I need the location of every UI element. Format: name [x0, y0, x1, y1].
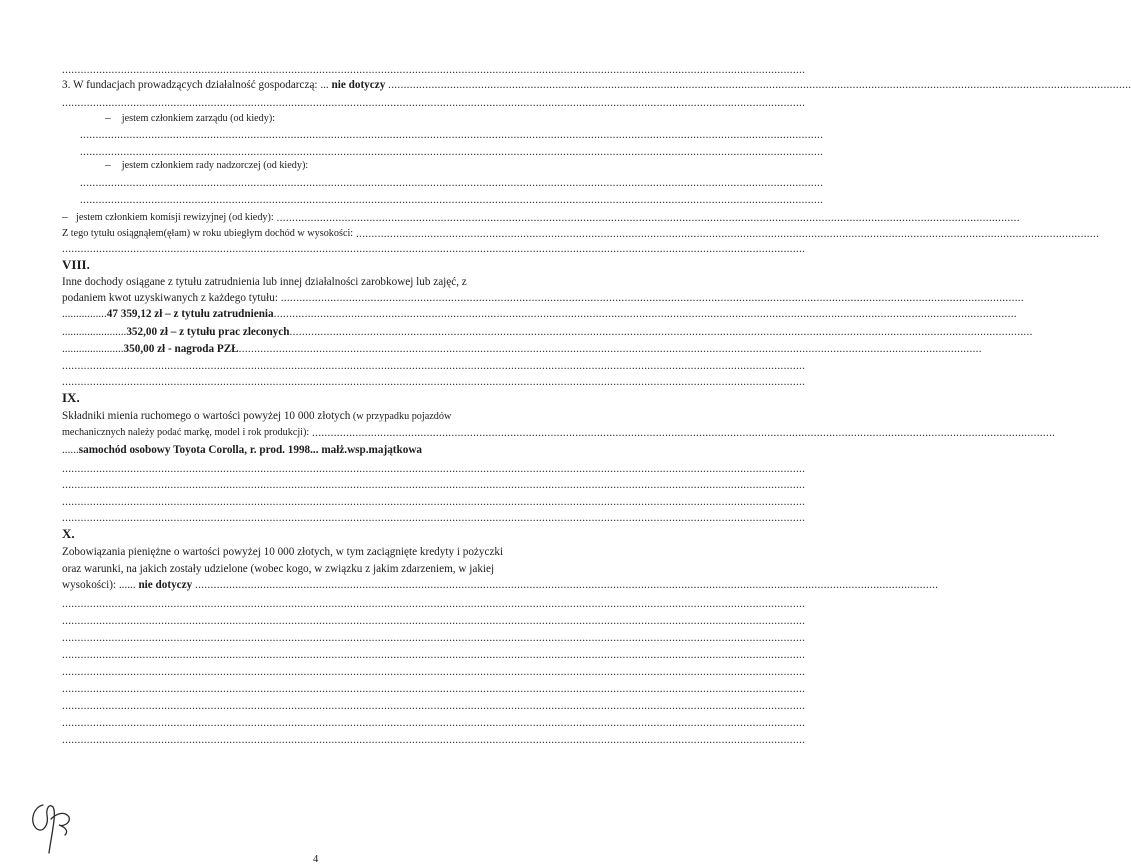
dotted-line: ................................................................................................................................................................................................................................................ — [80, 129, 824, 141]
dotted-line: ................................................................................................................................................................................................................................................ — [62, 632, 806, 644]
ix-line-1 — [62, 409, 451, 424]
rada-line — [105, 158, 308, 173]
x-line-3 — [62, 578, 939, 592]
dotted-line: ................................................................................................................................................................................................................................................ — [62, 376, 806, 388]
dotted-line: ................................................................................................................................................................................................................................................ — [62, 463, 806, 475]
dotted-fill: ................................................................................................................................................................................................................................................ — [238, 343, 982, 355]
vehicle-lead: ...... — [62, 444, 79, 456]
dotted-line: ................................................................................................................................................................................................................................................ — [62, 97, 806, 109]
dotted-fill: ................................................................................................................................................................................................................................................ — [195, 579, 939, 591]
income-item — [62, 325, 1033, 339]
section-ix-heading: IX. — [62, 390, 80, 405]
viii-line-1: Inne dochody osiągane z tytułu zatrudnienia lub innej działalności zarobkowej lub zajęć, z — [62, 276, 467, 288]
section-3-text: 3. W fundacjach prowadzących działalność gospodarczą: ... — [62, 79, 329, 91]
dotted-line: ................................................................................................................................................................................................................................................ — [62, 64, 806, 76]
dotted-fill: ................................................................................................................................................................................................................................................ — [276, 212, 1020, 224]
dotted-line: ................................................................................................................................................................................................................................................ — [62, 243, 806, 255]
dotted-line: ................................................................................................................................................................................................................................................ — [80, 177, 824, 189]
dash-mark: – — [62, 211, 68, 223]
dash-mark: – — [105, 112, 111, 124]
income-value: 352,00 zł – z tytułu prac zleconych — [126, 326, 290, 338]
section-viii-heading: VIII. — [62, 257, 90, 272]
section-3-value: nie dotyczy — [331, 79, 386, 91]
income-lead: ....................... — [62, 326, 127, 338]
zarzad-label: jestem członkiem zarządu (od kiedy): — [121, 113, 276, 124]
ix-line-1-small: (w przypadku pojazdów — [350, 411, 452, 422]
dochod-line — [62, 226, 1100, 241]
komisja-line — [62, 210, 1020, 225]
dotted-line: ................................................................................................................................................................................................................................................ — [62, 598, 806, 610]
viii-line-2-text: podaniem kwot uzyskiwanych z każdego tytułu: — [62, 292, 278, 304]
income-item — [62, 307, 1017, 321]
income-item — [62, 342, 982, 356]
x-line-1: Zobowiązania pieniężne o wartości powyżej 10 000 złotych, w tym zaciągnięte kredyty i pożyczki — [62, 546, 504, 558]
vehicle-item — [62, 443, 422, 457]
zarzad-line — [105, 111, 275, 126]
viii-line-2 — [62, 291, 1024, 305]
dash-mark: – — [105, 159, 111, 171]
dotted-line: ................................................................................................................................................................................................................................................ — [62, 512, 806, 524]
dotted-fill: ................................................................................................................................................................................................................................................ — [289, 326, 1033, 338]
income-value: 47 359,12 zł – z tytułu zatrudnienia — [106, 308, 274, 320]
dotted-fill: ................................................................................................................................................................................................................................................ — [280, 292, 1024, 304]
vehicle-value: samochód osobowy Toyota Corolla, r. prod. 1998... małż.wsp.majątkowa — [78, 444, 423, 456]
ix-line-2 — [62, 425, 1056, 440]
rada-label: jestem członkiem rady nadzorczej (od kiedy): — [121, 160, 309, 171]
dotted-line: ................................................................................................................................................................................................................................................ — [62, 734, 806, 746]
dochod-label: Z tego tytułu osiągnąłem(ęłam) w roku ubiegłym dochód w wysokości: — [62, 228, 354, 239]
dotted-fill: ................................................................................................................................................................................................................................................ — [273, 308, 1017, 320]
dotted-line: ................................................................................................................................................................................................................................................ — [62, 496, 806, 508]
income-lead: ...................... — [62, 343, 124, 355]
income-value: 350,00 zł - nagroda PZŁ — [123, 343, 239, 355]
dotted-line: ................................................................................................................................................................................................................................................ — [62, 683, 806, 695]
ix-line-2-text: mechanicznych należy podać markę, model i rok produkcji): — [62, 427, 310, 438]
dotted-fill: ................................................................................................................................................................................................................................................ — [355, 228, 1100, 240]
dotted-fill: ................................................................................................................................................................................................................................................ — [388, 79, 1131, 91]
dotted-line: ................................................................................................................................................................................................................................................ — [80, 146, 824, 158]
section-3-line — [62, 78, 1131, 92]
komisja-label: jestem członkiem komisji rewizyjnej (od kiedy): — [75, 212, 274, 223]
dotted-line: ................................................................................................................................................................................................................................................ — [62, 360, 806, 372]
x-value: nie dotyczy — [138, 579, 193, 591]
x-line-2: oraz warunki, na jakich zostały udzielone (wobec kogo, w związku z jakim zdarzeniem, w jakiej — [62, 563, 495, 575]
dotted-line: ................................................................................................................................................................................................................................................ — [62, 615, 806, 627]
dotted-fill: ................................................................................................................................................................................................................................................ — [312, 427, 1056, 439]
section-x-heading: X. — [62, 526, 75, 541]
ix-line-1-text: Składniki mienia ruchomego o wartości powyżej 10 000 złotych — [62, 410, 351, 422]
dotted-line: ................................................................................................................................................................................................................................................ — [62, 649, 806, 661]
income-lead: ................ — [62, 308, 107, 320]
dotted-line: ................................................................................................................................................................................................................................................ — [62, 717, 806, 729]
dotted-line: ................................................................................................................................................................................................................................................ — [80, 194, 824, 206]
x-line-3-text: wysokości): ...... — [62, 579, 136, 591]
page-number: 4 — [313, 854, 319, 865]
dotted-line: ................................................................................................................................................................................................................................................ — [62, 666, 806, 678]
signature-icon — [25, 797, 105, 857]
dotted-line: ................................................................................................................................................................................................................................................ — [62, 700, 806, 712]
dotted-line: ................................................................................................................................................................................................................................................ — [62, 479, 806, 491]
